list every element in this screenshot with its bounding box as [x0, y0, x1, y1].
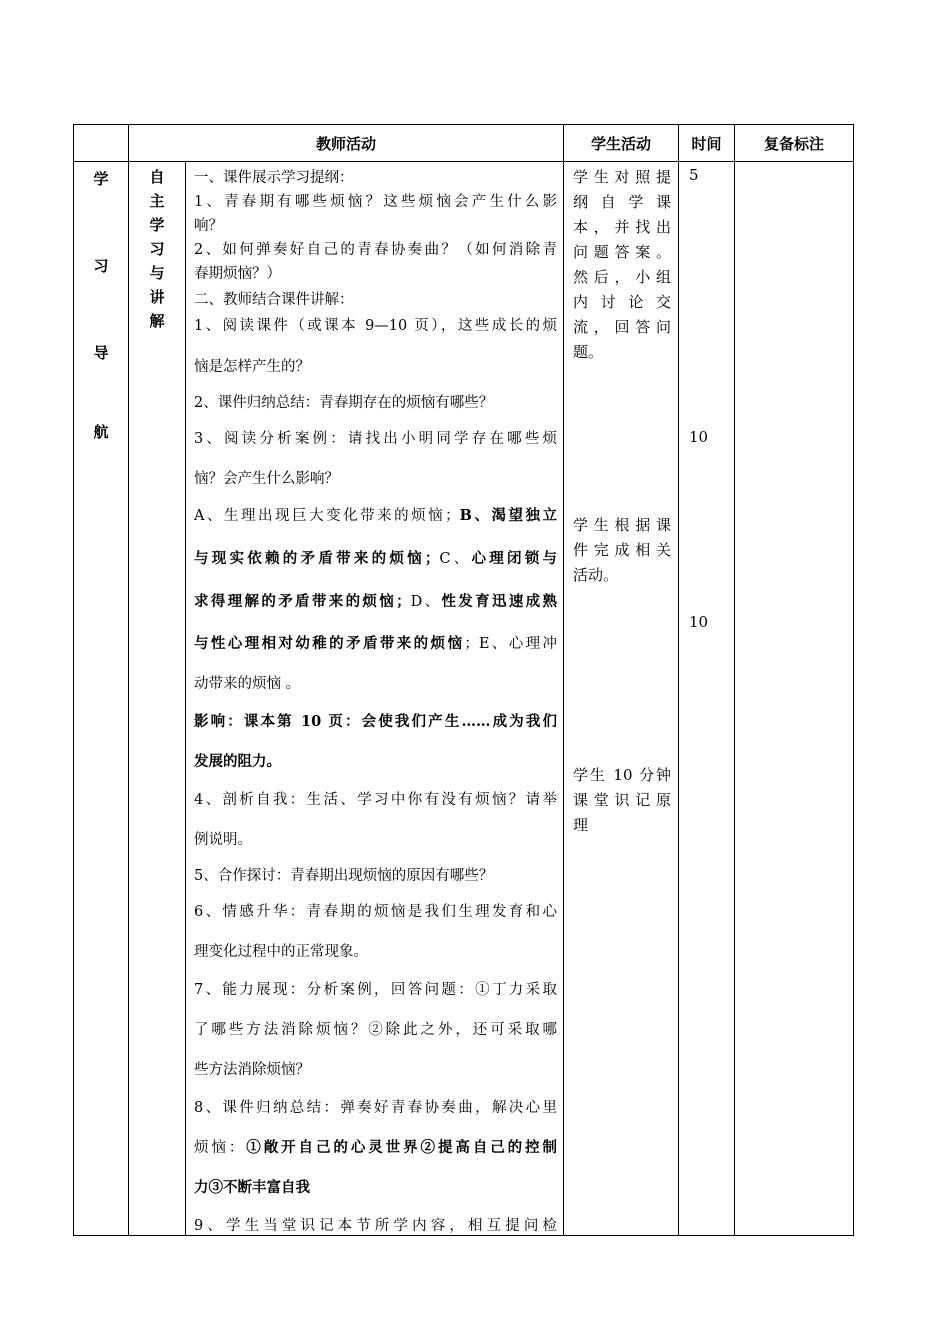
body-row — [74, 162, 854, 1236]
header-teacher-activity: 教师活动 — [129, 125, 564, 162]
student-activity-cell — [564, 162, 679, 1236]
summary-text: 烦恼： — [194, 1140, 247, 1156]
section-char: 学 — [93, 170, 109, 188]
teacher-line: 响？ — [194, 218, 223, 234]
subsection-char: 与 — [149, 264, 165, 282]
student-line: 问题答案。 — [573, 243, 672, 261]
cause-text-bold: 与性心理相对幼稚的矛盾带来的烦恼 — [194, 635, 465, 652]
teacher-line: 了哪些方法消除烦恼？②除此之外，还可采取哪 — [194, 1022, 558, 1038]
summary-line: 力③不断丰富自我 — [194, 1179, 310, 1196]
subsection-char: 主 — [149, 192, 165, 210]
summary-text-bold: ①敞开自己的心灵世界②提高自己的控制 — [246, 1139, 558, 1156]
header-row — [74, 125, 854, 162]
teacher-line: 恼？会产生什么影响？ — [194, 471, 339, 487]
header-review-notes: 复备标注 — [735, 125, 854, 162]
cause-text-bold: 性发育迅速成熟 — [441, 593, 558, 610]
time-value: 5 — [689, 166, 699, 184]
cause-text-bold: B、渴望独立 — [459, 507, 557, 524]
student-line: 本，并找出 — [573, 218, 672, 236]
time-value: 10 — [689, 428, 709, 446]
teacher-line: 理变化过程中的正常现象。 — [194, 944, 368, 960]
student-line: 纲自学课 — [573, 193, 672, 211]
student-line: 理 — [573, 816, 589, 834]
subsection-char: 习 — [149, 240, 165, 258]
teacher-line: 1、阅读课件（或课本 9—10 页），这些成长的烦 — [194, 318, 558, 334]
student-line: 然后，小组 — [573, 268, 672, 286]
teacher-line: 例说明。 — [194, 832, 252, 848]
cause-text-bold: 求得理解的矛盾带来的烦恼； — [194, 593, 411, 610]
cause-text: C、 — [439, 551, 472, 567]
teacher-line: 2、如何弹奏好自己的青春协奏曲？（如何消除青 — [194, 242, 558, 258]
teacher-line: 些方法消除烦恼？ — [194, 1062, 310, 1078]
header-student-activity: 学生活动 — [564, 125, 679, 162]
cause-text: D、 — [410, 594, 442, 610]
subsection-char: 自 — [149, 168, 165, 186]
section-char: 习 — [93, 257, 109, 275]
student-line: 学生 10 分钟 — [573, 766, 672, 784]
teacher-line: 春期烦恼？） — [194, 266, 281, 282]
header-time: 时间 — [679, 125, 735, 162]
teacher-line: 6、情感升华：青春期的烦恼是我们生理发育和心 — [194, 904, 558, 920]
time-value: 10 — [689, 613, 709, 631]
student-line: 课堂识记原 — [573, 791, 672, 809]
teacher-line: 4、剖析自我：生活、学习中你有没有烦恼？请举 — [194, 792, 558, 808]
cause-text: A、生理出现巨大变化带来的烦恼； — [194, 508, 460, 524]
teacher-line: 8、课件归纳总结：弹奏好青春协奏曲，解决心里 — [194, 1100, 558, 1116]
teacher-line: 恼是怎样产生的？ — [194, 359, 310, 375]
student-line: 流，回答问 — [573, 318, 672, 336]
student-line: 题。 — [573, 343, 604, 361]
cause-text-bold: 心理闭锁与 — [471, 550, 558, 567]
cause-text: ；E、心理冲 — [464, 636, 558, 652]
teacher-line: 二、教师结合课件讲解： — [194, 292, 354, 308]
teacher-line: 5、合作探讨：青春期出现烦恼的原因有哪些？ — [194, 868, 494, 884]
cause-line: 动带来的烦恼 。 — [194, 676, 301, 692]
cause-line — [194, 504, 557, 525]
teacher-line: 7、能力展现：分析案例，回答问题：①丁力采取 — [194, 982, 558, 998]
teacher-line: 3、阅读分析案例：请找出小明同学存在哪些烦 — [194, 431, 558, 447]
section-char: 航 — [93, 423, 109, 441]
lesson-plan-table — [73, 124, 854, 1236]
subsection-char: 讲 — [149, 288, 165, 306]
student-line: 学生根据课 — [573, 516, 672, 534]
review-notes-cell — [735, 162, 854, 1236]
student-line: 学生对照提 — [573, 168, 672, 186]
effect-line: 发展的阻力。 — [194, 753, 281, 770]
cause-line — [194, 547, 557, 568]
teacher-line: 一、课件展示学习提纲： — [194, 170, 354, 186]
summary-line — [194, 1136, 557, 1157]
cause-text-bold: 与现实依赖的矛盾带来的烦恼； — [194, 550, 440, 567]
teacher-line: 2、课件归纳总结：青春期存在的烦恼有哪些？ — [194, 395, 494, 411]
subsection-char: 学 — [149, 216, 165, 234]
cause-line — [194, 632, 557, 653]
student-line: 内讨论交 — [573, 293, 672, 311]
section-char: 导 — [93, 344, 109, 362]
cause-line — [194, 590, 557, 611]
subsection-label — [129, 162, 186, 1236]
subsection-char: 解 — [149, 312, 165, 330]
header-blank — [74, 125, 129, 162]
student-line: 活动。 — [573, 566, 619, 584]
teacher-line: 9、学生当堂识记本节所学内容，相互提问检 — [194, 1218, 558, 1234]
time-cell — [679, 162, 735, 1236]
student-line: 件完成相关 — [573, 541, 672, 559]
teacher-activity-cell — [186, 162, 564, 1236]
teacher-line: 1、青春期有哪些烦恼？这些烦恼会产生什么影 — [194, 194, 558, 210]
effect-line: 影响：课本第 10 页：会使我们产生……成为我们 — [194, 713, 558, 730]
section-label-xuexidaohang — [74, 162, 129, 1236]
